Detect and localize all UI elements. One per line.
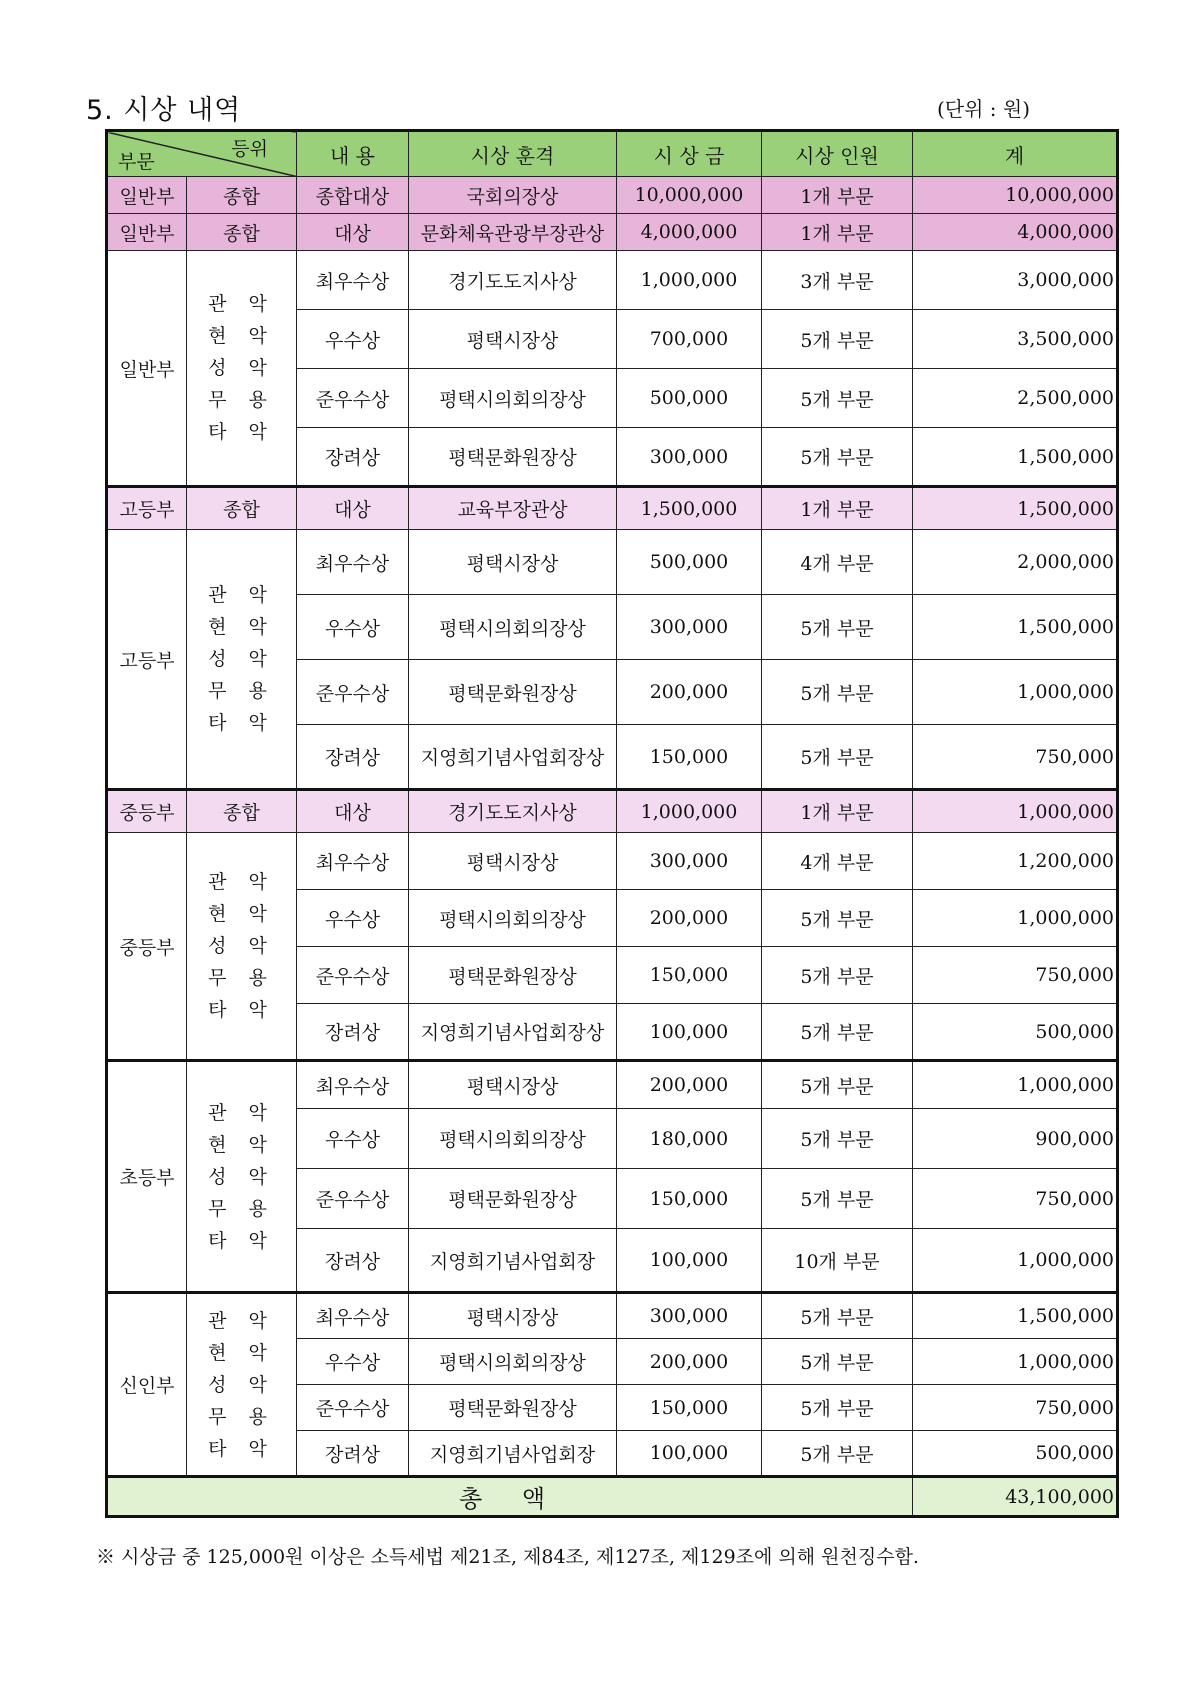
division-cell: 중등부	[107, 790, 187, 833]
sum-cell: 1,500,000	[913, 428, 1118, 487]
sum-cell: 1,500,000	[913, 1293, 1118, 1339]
count-cell: 5개 부문	[762, 428, 913, 487]
award-cell: 평택시의회의장상	[409, 595, 617, 660]
sum-cell: 1,000,000	[913, 1339, 1118, 1385]
field-item: 타 악	[208, 1229, 275, 1252]
total-value: 43,100,000	[913, 1477, 1118, 1517]
prize-cell: 200,000	[617, 890, 762, 947]
header-prize: 시 상 금	[617, 131, 762, 177]
content-cell: 준우수상	[297, 369, 409, 428]
count-cell: 5개 부문	[762, 1169, 913, 1229]
category-cell: 종합	[187, 177, 297, 214]
table-row	[107, 790, 1118, 833]
sum-cell: 1,000,000	[913, 1229, 1118, 1293]
content-cell: 준우수상	[297, 947, 409, 1004]
content-cell: 준우수상	[297, 660, 409, 725]
table-row	[107, 177, 1118, 214]
sum-cell: 2,000,000	[913, 530, 1118, 595]
fields-cell	[187, 1293, 297, 1477]
fields-cell	[187, 833, 297, 1061]
count-cell: 1개 부문	[762, 487, 913, 530]
award-cell: 지영희기념사업회장	[409, 1431, 617, 1477]
header-content: 내 용	[297, 131, 409, 177]
prize-cell: 180,000	[617, 1109, 762, 1169]
field-item: 타 악	[208, 712, 275, 734]
table-row	[107, 251, 1118, 310]
content-cell: 최우수상	[297, 1061, 409, 1109]
category-cell: 종합	[187, 214, 297, 251]
sum-cell: 750,000	[913, 1169, 1118, 1229]
content-cell: 우수상	[297, 890, 409, 947]
field-item: 무 용	[208, 680, 275, 702]
award-cell: 지영희기념사업회장	[409, 1229, 617, 1293]
field-item: 무 용	[208, 389, 275, 411]
award-cell: 평택시장상	[409, 310, 617, 369]
prize-cell: 100,000	[617, 1431, 762, 1477]
prize-cell: 4,000,000	[617, 214, 762, 251]
sum-cell: 10,000,000	[913, 177, 1118, 214]
content-cell: 대상	[297, 214, 409, 251]
field-item: 타 악	[208, 999, 275, 1021]
content-cell: 우수상	[297, 1109, 409, 1169]
count-cell: 10개 부문	[762, 1229, 913, 1293]
count-cell: 1개 부문	[762, 177, 913, 214]
count-cell: 5개 부문	[762, 1004, 913, 1061]
field-item: 관 악	[208, 293, 275, 315]
content-cell: 장려상	[297, 725, 409, 790]
count-cell: 3개 부문	[762, 251, 913, 310]
prize-cell: 150,000	[617, 1385, 762, 1431]
content-cell: 장려상	[297, 1229, 409, 1293]
sum-cell: 1,500,000	[913, 595, 1118, 660]
prize-cell: 1,000,000	[617, 251, 762, 310]
content-cell: 우수상	[297, 310, 409, 369]
award-cell: 문화체육관광부장관상	[409, 214, 617, 251]
sum-cell: 1,000,000	[913, 890, 1118, 947]
field-item: 무 용	[208, 1405, 275, 1428]
count-cell: 5개 부문	[762, 1385, 913, 1431]
count-cell: 4개 부문	[762, 833, 913, 890]
sum-cell: 750,000	[913, 947, 1118, 1004]
header-division-rank	[107, 131, 297, 177]
award-cell: 평택문화원장상	[409, 947, 617, 1004]
award-cell: 평택시의회의장상	[409, 1109, 617, 1169]
field-item: 타 악	[208, 421, 275, 443]
count-cell: 5개 부문	[762, 369, 913, 428]
content-cell: 대상	[297, 487, 409, 530]
prize-cell: 300,000	[617, 595, 762, 660]
prize-cell: 500,000	[617, 530, 762, 595]
content-cell: 장려상	[297, 428, 409, 487]
award-cell: 평택시장상	[409, 833, 617, 890]
award-cell: 평택문화원장상	[409, 1385, 617, 1431]
award-cell: 평택시의회의장상	[409, 890, 617, 947]
count-cell: 5개 부문	[762, 1339, 913, 1385]
award-cell: 평택시의회의장상	[409, 369, 617, 428]
sum-cell: 500,000	[913, 1431, 1118, 1477]
content-cell: 우수상	[297, 1339, 409, 1385]
award-cell: 평택문화원장상	[409, 660, 617, 725]
fields-cell	[187, 530, 297, 790]
prize-cell: 10,000,000	[617, 177, 762, 214]
award-cell: 평택문화원장상	[409, 428, 617, 487]
field-item: 성 악	[208, 357, 275, 379]
prize-cell: 300,000	[617, 1293, 762, 1339]
header-division: 부문	[118, 151, 155, 173]
award-cell: 평택시장상	[409, 1293, 617, 1339]
content-cell: 최우수상	[297, 833, 409, 890]
sum-cell: 3,500,000	[913, 310, 1118, 369]
table-row	[107, 214, 1118, 251]
table-row	[107, 1061, 1118, 1109]
content-cell: 최우수상	[297, 251, 409, 310]
footnote: ※ 시상금 중 125,000원 이상은 소득세법 제21조, 제84조, 제127조, 제129조에 의해 원천징수함.	[96, 1546, 919, 1568]
field-item: 현 악	[208, 616, 275, 638]
sum-cell: 1,500,000	[913, 487, 1118, 530]
prize-cell: 100,000	[617, 1004, 762, 1061]
award-cell: 평택시장상	[409, 530, 617, 595]
division-cell: 일반부	[107, 251, 187, 487]
count-cell: 5개 부문	[762, 1109, 913, 1169]
total-row	[107, 1477, 1118, 1517]
sum-cell: 4,000,000	[913, 214, 1118, 251]
sum-cell: 1,000,000	[913, 790, 1118, 833]
table-row	[107, 530, 1118, 595]
field-item: 성 악	[208, 648, 275, 670]
count-cell: 5개 부문	[762, 1293, 913, 1339]
category-cell: 종합	[187, 487, 297, 530]
prize-cell: 150,000	[617, 947, 762, 1004]
field-item: 성 악	[208, 935, 275, 957]
header-rank: 등위	[231, 138, 268, 160]
field-item: 무 용	[208, 967, 275, 989]
header-total: 계	[913, 131, 1118, 177]
header-award-title: 시상 훈격	[409, 131, 617, 177]
sum-cell: 2,500,000	[913, 369, 1118, 428]
prize-cell: 1,500,000	[617, 487, 762, 530]
division-cell: 일반부	[107, 177, 187, 214]
sum-cell: 900,000	[913, 1109, 1118, 1169]
division-cell: 일반부	[107, 214, 187, 251]
table-row	[107, 487, 1118, 530]
category-cell: 종합	[187, 790, 297, 833]
prize-cell: 500,000	[617, 369, 762, 428]
division-cell: 고등부	[107, 487, 187, 530]
awards-table	[105, 129, 1119, 1518]
fields-cell	[187, 1061, 297, 1293]
header-count: 시상 인원	[762, 131, 913, 177]
count-cell: 5개 부문	[762, 725, 913, 790]
award-cell: 경기도도지사상	[409, 790, 617, 833]
fields-cell	[187, 251, 297, 487]
sum-cell: 1,000,000	[913, 1061, 1118, 1109]
award-cell: 경기도도지사상	[409, 251, 617, 310]
field-item: 관 악	[208, 871, 275, 893]
page-title: 5. 시상 내역	[86, 95, 242, 126]
content-cell: 종합대상	[297, 177, 409, 214]
prize-cell: 300,000	[617, 833, 762, 890]
content-cell: 대상	[297, 790, 409, 833]
award-cell: 평택시장상	[409, 1061, 617, 1109]
award-cell: 교육부장관상	[409, 487, 617, 530]
count-cell: 1개 부문	[762, 214, 913, 251]
content-cell: 최우수상	[297, 530, 409, 595]
sum-cell: 1,000,000	[913, 660, 1118, 725]
sum-cell: 1,200,000	[913, 833, 1118, 890]
division-cell: 신인부	[107, 1293, 187, 1477]
content-cell: 우수상	[297, 595, 409, 660]
award-cell: 국회의장상	[409, 177, 617, 214]
division-cell: 초등부	[107, 1061, 187, 1293]
count-cell: 5개 부문	[762, 1431, 913, 1477]
content-cell: 준우수상	[297, 1169, 409, 1229]
award-cell: 평택시의회의장상	[409, 1339, 617, 1385]
content-cell: 최우수상	[297, 1293, 409, 1339]
content-cell: 장려상	[297, 1004, 409, 1061]
sum-cell: 750,000	[913, 1385, 1118, 1431]
count-cell: 5개 부문	[762, 310, 913, 369]
sum-cell: 500,000	[913, 1004, 1118, 1061]
award-cell: 지영희기념사업회장상	[409, 725, 617, 790]
count-cell: 4개 부문	[762, 530, 913, 595]
sum-cell: 750,000	[913, 725, 1118, 790]
table-row	[107, 833, 1118, 890]
prize-cell: 200,000	[617, 1061, 762, 1109]
field-item: 관 악	[208, 1309, 275, 1332]
field-item: 현 악	[208, 1133, 275, 1156]
content-cell: 준우수상	[297, 1385, 409, 1431]
count-cell: 1개 부문	[762, 790, 913, 833]
content-cell: 장려상	[297, 1431, 409, 1477]
total-label: 총 액	[107, 1477, 913, 1517]
field-item: 현 악	[208, 325, 275, 347]
division-cell: 중등부	[107, 833, 187, 1061]
unit-label: (단위 : 원)	[937, 97, 1031, 121]
field-item: 현 악	[208, 1341, 275, 1364]
award-cell: 지영희기념사업회장상	[409, 1004, 617, 1061]
prize-cell: 300,000	[617, 428, 762, 487]
field-item: 현 악	[208, 903, 275, 925]
header-row	[107, 131, 1118, 177]
count-cell: 5개 부문	[762, 1061, 913, 1109]
prize-cell: 200,000	[617, 660, 762, 725]
field-item: 성 악	[208, 1165, 275, 1188]
count-cell: 5개 부문	[762, 660, 913, 725]
division-cell: 고등부	[107, 530, 187, 790]
field-item: 관 악	[208, 584, 275, 606]
prize-cell: 150,000	[617, 1169, 762, 1229]
count-cell: 5개 부문	[762, 947, 913, 1004]
prize-cell: 150,000	[617, 725, 762, 790]
sum-cell: 3,000,000	[913, 251, 1118, 310]
count-cell: 5개 부문	[762, 890, 913, 947]
prize-cell: 100,000	[617, 1229, 762, 1293]
field-item: 타 악	[208, 1437, 275, 1460]
field-item: 관 악	[208, 1101, 275, 1124]
count-cell: 5개 부문	[762, 595, 913, 660]
field-item: 성 악	[208, 1373, 275, 1396]
prize-cell: 700,000	[617, 310, 762, 369]
prize-cell: 1,000,000	[617, 790, 762, 833]
prize-cell: 200,000	[617, 1339, 762, 1385]
field-item: 무 용	[208, 1197, 275, 1220]
table-row	[107, 1293, 1118, 1339]
award-cell: 평택문화원장상	[409, 1169, 617, 1229]
